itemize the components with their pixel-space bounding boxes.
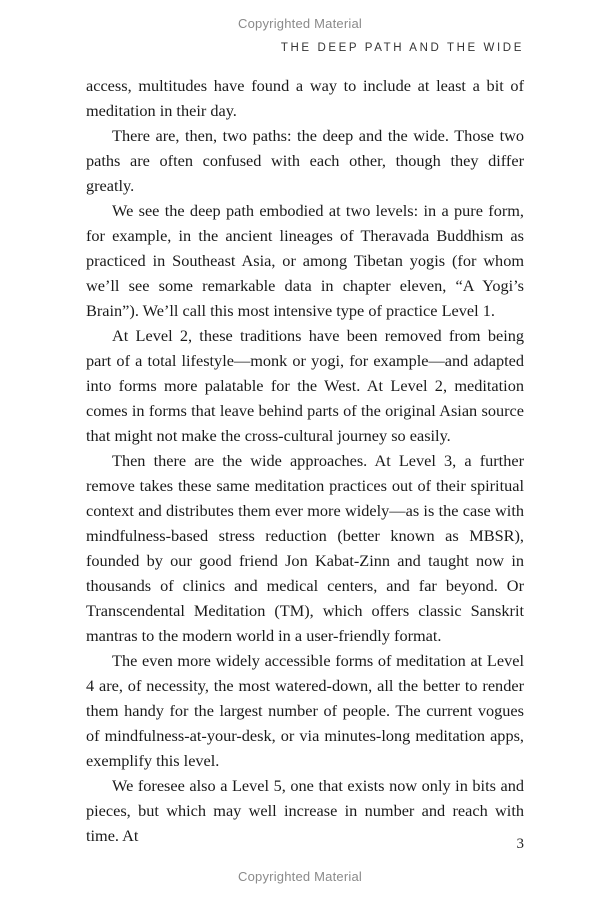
paragraph-5: Then there are the wide approaches. At Level 3, a further remove takes these same meditation practices out of their spiritual context and distributes them ever more widely—as is the case with mindfulness-based stress reduction (better known as MBSR), founded by our good friend Jon Kabat-Zinn and taught now in thousands of clinics and medical centers, and far beyond. Or Transcendental Meditation (TM), which offers classic Sanskrit mantras to the modern world in a user-friendly format. — [86, 451, 524, 645]
paragraph-3: We see the deep path embodied at two levels: in a pure form, for example, in the ancient lineages of Theravada Buddhism as practiced in Southeast Asia, or among Tibetan yogis (for whom we’ll see some remarkable data in chapter eleven, “A Yogi’s Brain”). We’ll call this most intensive type of practice Level 1. — [86, 201, 524, 320]
paragraph-7: We foresee also a Level 5, one that exists now only in bits and pieces, but which may well increase in number and reach with time. At — [86, 776, 524, 845]
body-text — [86, 73, 524, 848]
copyright-watermark-top: Copyrighted Material — [238, 16, 362, 31]
paragraph-1: access, multitudes have found a way to include at least a bit of meditation in their day. — [86, 76, 524, 120]
paragraph-6: The even more widely accessible forms of meditation at Level 4 are, of necessity, the most watered-down, all the better to render them handy for the largest number of people. The current vogues of mindfulness-at-your-desk, or via minutes-long meditation apps, exemplify this level. — [86, 651, 524, 770]
page-number: 3 — [516, 836, 524, 852]
running-head: THE DEEP PATH AND THE WIDE — [280, 42, 524, 54]
copyright-watermark-bottom: Copyrighted Material — [238, 869, 362, 884]
paragraph-4: At Level 2, these traditions have been removed from being part of a total lifestyle—monk or yogi, for example—and adapted into forms more palatable for the West. At Level 2, meditation comes in forms that leave behind parts of the original Asian source that might not make the cross-cultural journey so easily. — [86, 326, 524, 445]
paragraph-2: There are, then, two paths: the deep and the wide. Those two paths are often confused with each other, though they differ greatly. — [86, 126, 524, 195]
